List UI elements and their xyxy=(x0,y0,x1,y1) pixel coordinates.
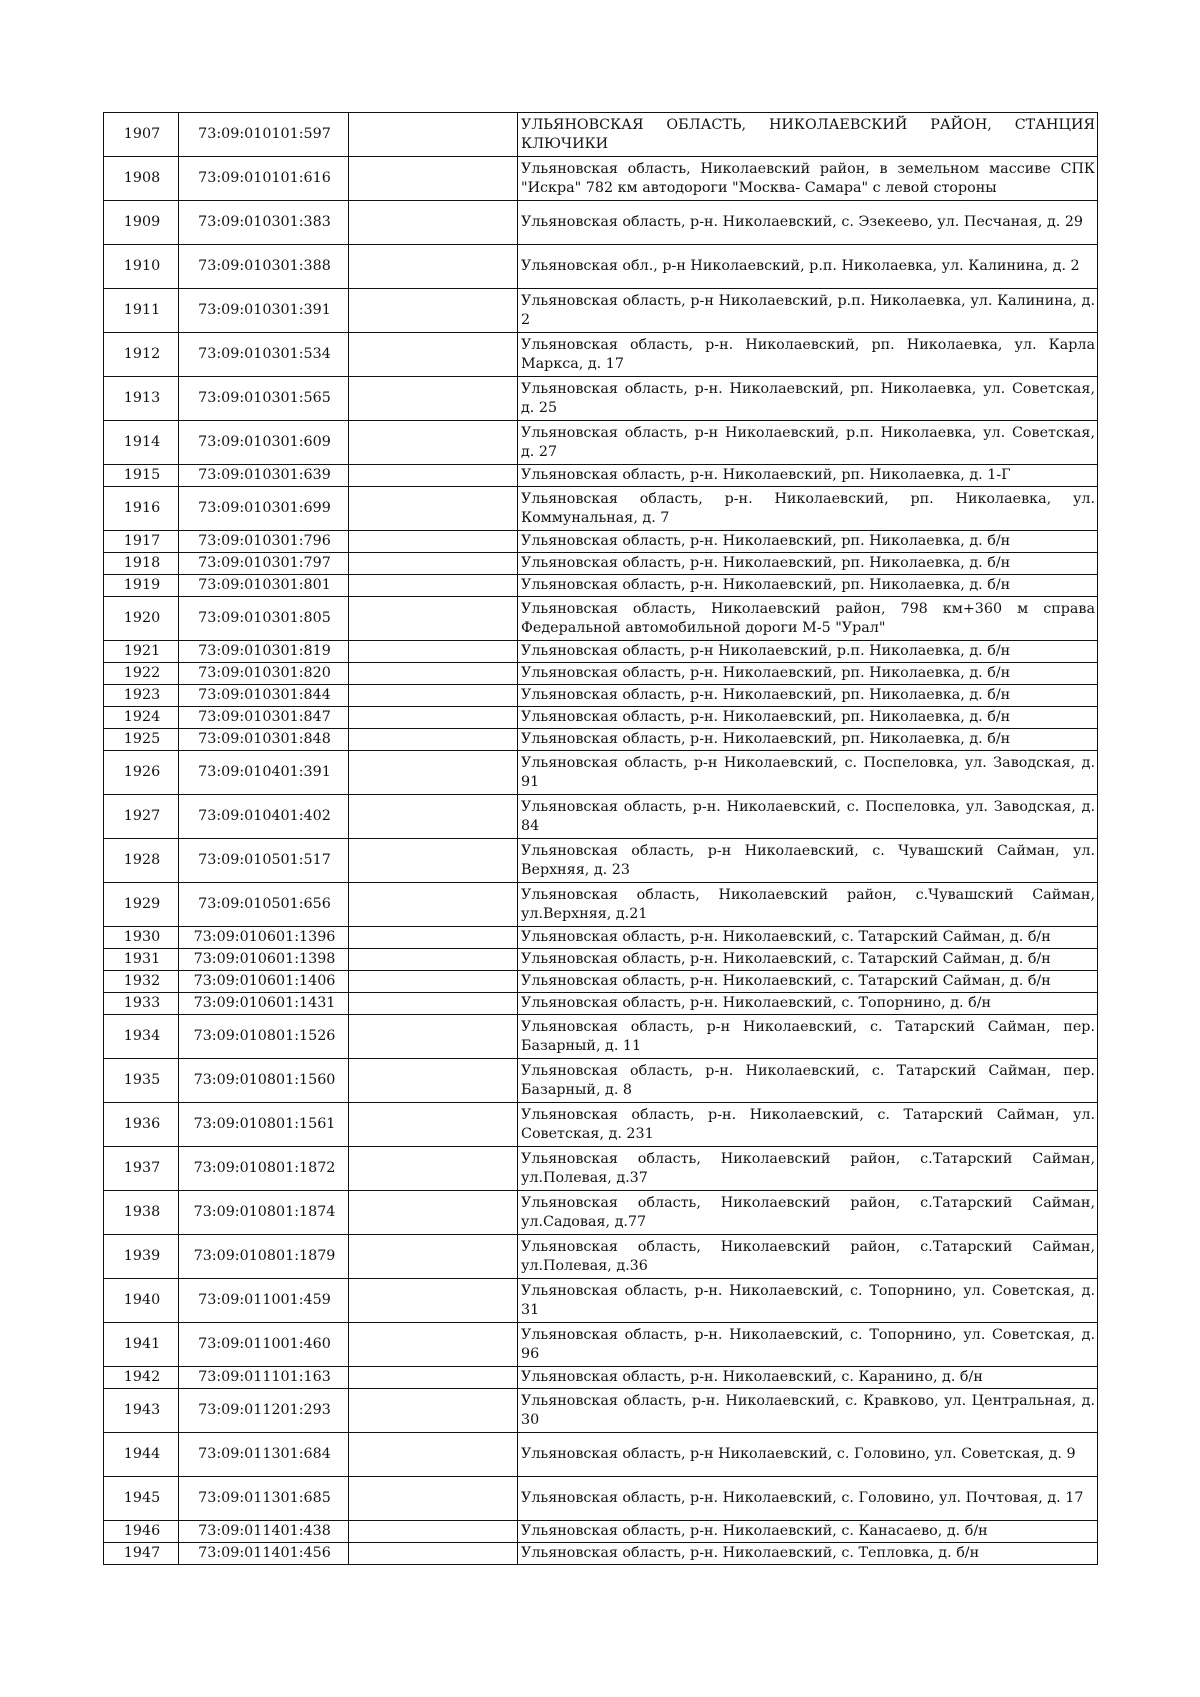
address-cell: Ульяновская область, р-н. Николаевский, с. Эзекеево, ул. Песчаная, д. 29 xyxy=(518,201,1098,245)
table-row xyxy=(104,1103,1098,1147)
cadastral-number-cell: 73:09:010801:1526 xyxy=(179,1015,349,1059)
table-row xyxy=(104,289,1098,333)
empty-cell xyxy=(349,1477,518,1521)
row-number-cell: 1909 xyxy=(104,201,179,245)
row-number-cell: 1946 xyxy=(104,1521,179,1543)
cadastral-number-cell: 73:09:010101:597 xyxy=(179,113,349,157)
address-cell: Ульяновская область, р-н. Николаевский, рп. Николаевка, ул. Советская, д. 25 xyxy=(518,377,1098,421)
cadastral-number-cell: 73:09:011301:685 xyxy=(179,1477,349,1521)
table-row xyxy=(104,751,1098,795)
cadastral-number-cell: 73:09:010801:1874 xyxy=(179,1191,349,1235)
empty-cell xyxy=(349,1543,518,1565)
row-number-cell: 1915 xyxy=(104,465,179,487)
address-cell: Ульяновская область, Николаевский район, с.Татарский Сайман, ул.Полевая, д.36 xyxy=(518,1235,1098,1279)
address-cell: Ульяновская область, р-н. Николаевский, рп. Николаевка, д. б/н xyxy=(518,663,1098,685)
row-number-cell: 1926 xyxy=(104,751,179,795)
cadastral-number-cell: 73:09:010501:517 xyxy=(179,839,349,883)
address-cell: Ульяновская область, р-н. Николаевский, с. Татарский Сайман, д. б/н xyxy=(518,949,1098,971)
table-row xyxy=(104,927,1098,949)
empty-cell xyxy=(349,1059,518,1103)
empty-cell xyxy=(349,465,518,487)
table-row xyxy=(104,575,1098,597)
empty-cell xyxy=(349,1015,518,1059)
row-number-cell: 1945 xyxy=(104,1477,179,1521)
row-number-cell: 1932 xyxy=(104,971,179,993)
cadastral-number-cell: 73:09:010801:1561 xyxy=(179,1103,349,1147)
cadastral-number-cell: 73:09:010301:388 xyxy=(179,245,349,289)
table-row xyxy=(104,531,1098,553)
empty-cell xyxy=(349,487,518,531)
table-row xyxy=(104,839,1098,883)
table-row xyxy=(104,421,1098,465)
address-cell: Ульяновская область, Николаевский район, с.Чувашский Сайман, ул.Верхняя, д.21 xyxy=(518,883,1098,927)
address-cell: Ульяновская область, р-н. Николаевский, с. Татарский Сайман, д. б/н xyxy=(518,927,1098,949)
cadastral-number-cell: 73:09:011401:456 xyxy=(179,1543,349,1565)
empty-cell xyxy=(349,377,518,421)
empty-cell xyxy=(349,289,518,333)
cadastral-number-cell: 73:09:010301:805 xyxy=(179,597,349,641)
cadastral-number-cell: 73:09:010801:1560 xyxy=(179,1059,349,1103)
row-number-cell: 1939 xyxy=(104,1235,179,1279)
table-row xyxy=(104,971,1098,993)
empty-cell xyxy=(349,707,518,729)
cadastral-number-cell: 73:09:010801:1872 xyxy=(179,1147,349,1191)
table-row xyxy=(104,245,1098,289)
address-cell: Ульяновская область, р-н. Николаевский, рп. Николаевка, ул. Карла Маркса, д. 17 xyxy=(518,333,1098,377)
row-number-cell: 1924 xyxy=(104,707,179,729)
empty-cell xyxy=(349,1103,518,1147)
address-cell: Ульяновская область, р-н Николаевский, с. Чувашский Сайман, ул. Верхняя, д. 23 xyxy=(518,839,1098,883)
empty-cell xyxy=(349,685,518,707)
row-number-cell: 1941 xyxy=(104,1323,179,1367)
row-number-cell: 1933 xyxy=(104,993,179,1015)
address-cell: Ульяновская область, р-н. Николаевский, рп. Николаевка, д. б/н xyxy=(518,707,1098,729)
empty-cell xyxy=(349,927,518,949)
address-cell: Ульяновская область, Николаевский район, с.Татарский Сайман, ул.Садовая, д.77 xyxy=(518,1191,1098,1235)
empty-cell xyxy=(349,245,518,289)
table-row xyxy=(104,1543,1098,1565)
table-row xyxy=(104,1323,1098,1367)
row-number-cell: 1918 xyxy=(104,553,179,575)
address-cell: Ульяновская область, р-н. Николаевский, с. Канасаево, д. б/н xyxy=(518,1521,1098,1543)
address-cell: Ульяновская область, р-н. Николаевский, рп. Николаевка, д. б/н xyxy=(518,575,1098,597)
address-cell: Ульяновская область, Николаевский район, с.Татарский Сайман, ул.Полевая, д.37 xyxy=(518,1147,1098,1191)
row-number-cell: 1908 xyxy=(104,157,179,201)
table-row xyxy=(104,1389,1098,1433)
empty-cell xyxy=(349,1323,518,1367)
empty-cell xyxy=(349,949,518,971)
table-row xyxy=(104,1477,1098,1521)
cadastral-number-cell: 73:09:010301:848 xyxy=(179,729,349,751)
address-cell: Ульяновская область, Николаевский район, 798 км+360 м справа Федеральной автомобильной дороги М-5 "Урал" xyxy=(518,597,1098,641)
table-row xyxy=(104,729,1098,751)
row-number-cell: 1931 xyxy=(104,949,179,971)
row-number-cell: 1935 xyxy=(104,1059,179,1103)
address-cell: Ульяновская область, р-н Николаевский, р.п. Николаевка, ул. Калинина, д. 2 xyxy=(518,289,1098,333)
row-number-cell: 1934 xyxy=(104,1015,179,1059)
address-cell: Ульяновская область, р-н. Николаевский, рп. Николаевка, д. б/н xyxy=(518,685,1098,707)
cadastral-number-cell: 73:09:010501:656 xyxy=(179,883,349,927)
row-number-cell: 1944 xyxy=(104,1433,179,1477)
cadastral-number-cell: 73:09:011001:459 xyxy=(179,1279,349,1323)
row-number-cell: 1923 xyxy=(104,685,179,707)
address-cell: Ульяновская область, р-н Николаевский, с. Татарский Сайман, пер. Базарный, д. 11 xyxy=(518,1015,1098,1059)
cadastral-number-cell: 73:09:010301:797 xyxy=(179,553,349,575)
empty-cell xyxy=(349,839,518,883)
row-number-cell: 1930 xyxy=(104,927,179,949)
address-cell: Ульяновская область, р-н. Николаевский, с. Татарский Сайман, ул. Советская, д. 231 xyxy=(518,1103,1098,1147)
empty-cell xyxy=(349,1433,518,1477)
table-row xyxy=(104,949,1098,971)
empty-cell xyxy=(349,663,518,685)
cadastral-number-cell: 73:09:011001:460 xyxy=(179,1323,349,1367)
row-number-cell: 1911 xyxy=(104,289,179,333)
cadastral-number-cell: 73:09:010301:699 xyxy=(179,487,349,531)
row-number-cell: 1943 xyxy=(104,1389,179,1433)
row-number-cell: 1922 xyxy=(104,663,179,685)
cadastral-number-cell: 73:09:010601:1431 xyxy=(179,993,349,1015)
address-cell: Ульяновская область, р-н. Николаевский, рп. Николаевка, д. б/н xyxy=(518,729,1098,751)
address-cell: Ульяновская область, р-н. Николаевский, с. Кравково, ул. Центральная, д. 30 xyxy=(518,1389,1098,1433)
address-cell: Ульяновская область, р-н. Николаевский, с. Тепловка, д. б/н xyxy=(518,1543,1098,1565)
table-row xyxy=(104,465,1098,487)
table-row xyxy=(104,883,1098,927)
address-cell: Ульяновская область, р-н. Николаевский, с. Поспеловка, ул. Заводская, д. 84 xyxy=(518,795,1098,839)
cadastral-number-cell: 73:09:010301:534 xyxy=(179,333,349,377)
address-cell: Ульяновская область, р-н. Николаевский, с. Татарский Сайман, пер. Базарный, д. 8 xyxy=(518,1059,1098,1103)
address-cell: Ульяновская область, р-н. Николаевский, с. Топорнино, ул. Советская, д. 96 xyxy=(518,1323,1098,1367)
table-row xyxy=(104,795,1098,839)
table-row xyxy=(104,553,1098,575)
row-number-cell: 1937 xyxy=(104,1147,179,1191)
empty-cell xyxy=(349,993,518,1015)
row-number-cell: 1938 xyxy=(104,1191,179,1235)
row-number-cell: 1914 xyxy=(104,421,179,465)
table-row xyxy=(104,113,1098,157)
row-number-cell: 1929 xyxy=(104,883,179,927)
cadastral-number-cell: 73:09:010101:616 xyxy=(179,157,349,201)
table-row xyxy=(104,993,1098,1015)
empty-cell xyxy=(349,553,518,575)
cadastral-number-cell: 73:09:010601:1396 xyxy=(179,927,349,949)
address-cell: Ульяновская область, р-н. Николаевский, с. Топорнино, д. б/н xyxy=(518,993,1098,1015)
empty-cell xyxy=(349,157,518,201)
empty-cell xyxy=(349,201,518,245)
empty-cell xyxy=(349,531,518,553)
empty-cell xyxy=(349,1521,518,1543)
table-row xyxy=(104,685,1098,707)
address-cell: Ульяновская область, р-н. Николаевский, рп. Николаевка, д. б/н xyxy=(518,553,1098,575)
empty-cell xyxy=(349,333,518,377)
address-cell: Ульяновская область, р-н Николаевский, р.п. Николаевка, ул. Советская, д. 27 xyxy=(518,421,1098,465)
empty-cell xyxy=(349,1147,518,1191)
table-row xyxy=(104,1235,1098,1279)
land-plot-register-table xyxy=(103,112,1098,1565)
table-row xyxy=(104,201,1098,245)
table-row xyxy=(104,1059,1098,1103)
row-number-cell: 1919 xyxy=(104,575,179,597)
cadastral-number-cell: 73:09:010301:565 xyxy=(179,377,349,421)
table-row xyxy=(104,157,1098,201)
cadastral-number-cell: 73:09:010301:391 xyxy=(179,289,349,333)
table-row xyxy=(104,1521,1098,1543)
cadastral-number-cell: 73:09:010301:820 xyxy=(179,663,349,685)
row-number-cell: 1921 xyxy=(104,641,179,663)
row-number-cell: 1916 xyxy=(104,487,179,531)
cadastral-number-cell: 73:09:010301:819 xyxy=(179,641,349,663)
address-cell: Ульяновская область, р-н. Николаевский, с. Татарский Сайман, д. б/н xyxy=(518,971,1098,993)
cadastral-number-cell: 73:09:010601:1406 xyxy=(179,971,349,993)
row-number-cell: 1925 xyxy=(104,729,179,751)
row-number-cell: 1947 xyxy=(104,1543,179,1565)
empty-cell xyxy=(349,1191,518,1235)
cadastral-number-cell: 73:09:010401:402 xyxy=(179,795,349,839)
cadastral-number-cell: 73:09:011101:163 xyxy=(179,1367,349,1389)
cadastral-number-cell: 73:09:011301:684 xyxy=(179,1433,349,1477)
empty-cell xyxy=(349,597,518,641)
address-cell: Ульяновская область, р-н Николаевский, с. Головино, ул. Советская, д. 9 xyxy=(518,1433,1098,1477)
address-cell: Ульяновская область, р-н. Николаевский, рп. Николаевка, д. б/н xyxy=(518,531,1098,553)
row-number-cell: 1917 xyxy=(104,531,179,553)
empty-cell xyxy=(349,971,518,993)
empty-cell xyxy=(349,1279,518,1323)
empty-cell xyxy=(349,883,518,927)
cadastral-number-cell: 73:09:010801:1879 xyxy=(179,1235,349,1279)
address-cell: Ульяновская область, р-н. Николаевский, с. Каранино, д. б/н xyxy=(518,1367,1098,1389)
empty-cell xyxy=(349,1389,518,1433)
empty-cell xyxy=(349,421,518,465)
cadastral-number-cell: 73:09:010601:1398 xyxy=(179,949,349,971)
table-row xyxy=(104,333,1098,377)
empty-cell xyxy=(349,113,518,157)
table-row xyxy=(104,1433,1098,1477)
table-row xyxy=(104,597,1098,641)
empty-cell xyxy=(349,641,518,663)
row-number-cell: 1928 xyxy=(104,839,179,883)
table-row xyxy=(104,1191,1098,1235)
row-number-cell: 1907 xyxy=(104,113,179,157)
address-cell: Ульяновская область, р-н. Николаевский, с. Топорнино, ул. Советская, д. 31 xyxy=(518,1279,1098,1323)
cadastral-number-cell: 73:09:010401:391 xyxy=(179,751,349,795)
address-cell: Ульяновская область, р-н. Николаевский, с. Головино, ул. Почтовая, д. 17 xyxy=(518,1477,1098,1521)
cadastral-number-cell: 73:09:010301:609 xyxy=(179,421,349,465)
register-table-body xyxy=(104,113,1098,1565)
table-row xyxy=(104,641,1098,663)
table-row xyxy=(104,1147,1098,1191)
row-number-cell: 1910 xyxy=(104,245,179,289)
table-row xyxy=(104,1279,1098,1323)
address-cell: Ульяновская область, р-н Николаевский, с. Поспеловка, ул. Заводская, д. 91 xyxy=(518,751,1098,795)
table-row xyxy=(104,1015,1098,1059)
table-row xyxy=(104,663,1098,685)
table-row xyxy=(104,487,1098,531)
row-number-cell: 1927 xyxy=(104,795,179,839)
row-number-cell: 1912 xyxy=(104,333,179,377)
cadastral-number-cell: 73:09:010301:844 xyxy=(179,685,349,707)
address-cell: Ульяновская обл., р-н Николаевский, р.п. Николаевка, ул. Калинина, д. 2 xyxy=(518,245,1098,289)
table-row xyxy=(104,1367,1098,1389)
empty-cell xyxy=(349,1235,518,1279)
row-number-cell: 1913 xyxy=(104,377,179,421)
address-cell: Ульяновская область, Николаевский район, в земельном массиве СПК "Искра" 782 км автодороги "Москва- Самара" с левой стороны xyxy=(518,157,1098,201)
cadastral-number-cell: 73:09:011401:438 xyxy=(179,1521,349,1543)
empty-cell xyxy=(349,795,518,839)
empty-cell xyxy=(349,751,518,795)
row-number-cell: 1942 xyxy=(104,1367,179,1389)
cadastral-number-cell: 73:09:010301:639 xyxy=(179,465,349,487)
table-row xyxy=(104,707,1098,729)
table-row xyxy=(104,377,1098,421)
address-cell: УЛЬЯНОВСКАЯ ОБЛАСТЬ, НИКОЛАЕВСКИЙ РАЙОН, СТАНЦИЯ КЛЮЧИКИ xyxy=(518,113,1098,157)
cadastral-number-cell: 73:09:010301:847 xyxy=(179,707,349,729)
row-number-cell: 1936 xyxy=(104,1103,179,1147)
address-cell: Ульяновская область, р-н. Николаевский, рп. Николаевка, д. 1-Г xyxy=(518,465,1098,487)
address-cell: Ульяновская область, р-н Николаевский, р.п. Николаевка, д. б/н xyxy=(518,641,1098,663)
empty-cell xyxy=(349,1367,518,1389)
cadastral-number-cell: 73:09:011201:293 xyxy=(179,1389,349,1433)
cadastral-number-cell: 73:09:010301:796 xyxy=(179,531,349,553)
cadastral-number-cell: 73:09:010301:801 xyxy=(179,575,349,597)
empty-cell xyxy=(349,729,518,751)
address-cell: Ульяновская область, р-н. Николаевский, рп. Николаевка, ул. Коммунальная, д. 7 xyxy=(518,487,1098,531)
cadastral-number-cell: 73:09:010301:383 xyxy=(179,201,349,245)
empty-cell xyxy=(349,575,518,597)
row-number-cell: 1920 xyxy=(104,597,179,641)
row-number-cell: 1940 xyxy=(104,1279,179,1323)
